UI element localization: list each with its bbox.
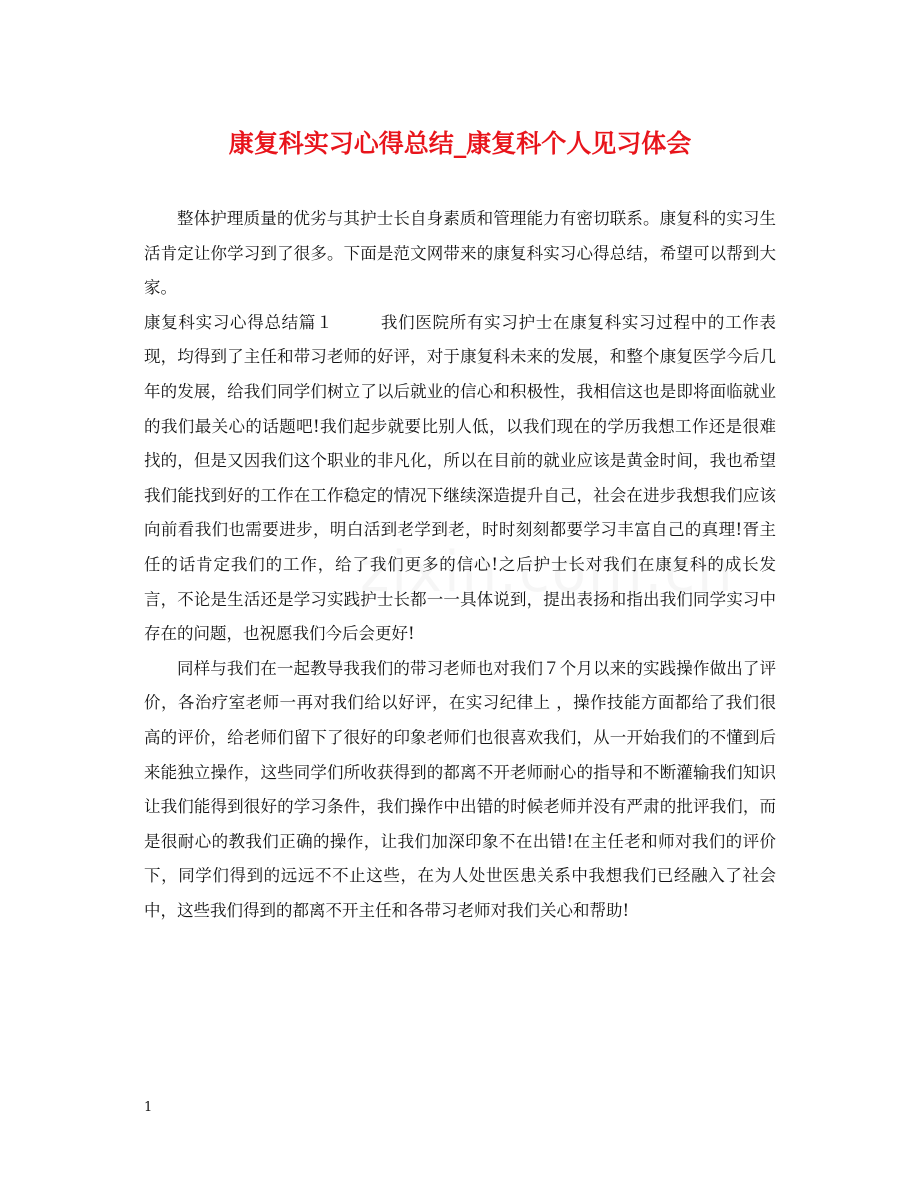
section-paragraph (144, 306, 776, 652)
section-heading: 康复科实习心得总结篇１ (144, 312, 334, 332)
page-number: 1 (144, 1100, 153, 1115)
document-title: 康复科实习心得总结_康复科个人见习体会 (228, 129, 692, 158)
intro-paragraph: 整体护理质量的优劣与其护士长自身素质和管理能力有密切联系。康复科的实习生活肯定让你学习到了很多。下面是范文网带来的康复科实习心得总结，希望可以帮到大家。 (144, 209, 776, 298)
body-paragraph-2: 同样与我们在一起教导我我们的带习老师也对我们７个月以来的实践操作做出了评价，各治疗室老师一再对我们给以好评，在实习纪律上 ，操作技能方面都给了我们很高的评价，给老师们留下了很好的印象老师们也很喜欢我们，从一开始我们的不懂到后来能独立操作，这些同学们所收获得到的都离不开老师耐心的指导和不断灌输我们知识让我们能得到很好的学习条件，我们操作中出错的时候老师并没有严肃的批评我们，而是很耐心的教我们正确的操作，让我们加深印象不在出错!在主任老和师对我们的评价下，同学们得到的远远不不止这些，在为人处世医患关系中我想我们已经融入了社会中，这些我们得到的都离不开主任和各带习老师对我们关心和帮助! (144, 658, 776, 920)
section-body: 我们医院所有实习护士在康复科实习过程中的工作表现，均得到了主任和带习老师的好评，对于康复科未来的发展，和整个康复医学今后几年的发展，给我们同学们树立了以后就业的信心和积极性，我相信这也是即将面临就业的我们最关心的话题吧!我们起步就要比别人低，以我们现在的学历我想工作还是很难找的，但是又因我们这个职业的非凡化，所以在目前的就业应该是黄金时间，我也希望我们能找到好的工作在工作稳定的情况下继续深造提升自己，社会在进步我想我们应该向前看我们也需要进步，明白活到老学到老，时时刻刻都要学习丰富自己的真理!胥主任的话肯定我们的工作，给了我们更多的信心!之后护士长对我们在康复科的成长发言，不论是生活还是学习实践护士长都一一具体说到，提出表扬和指出我们同学实习中存在的问题，也祝愿我们今后会更好! (144, 312, 776, 644)
document-body (144, 202, 776, 928)
